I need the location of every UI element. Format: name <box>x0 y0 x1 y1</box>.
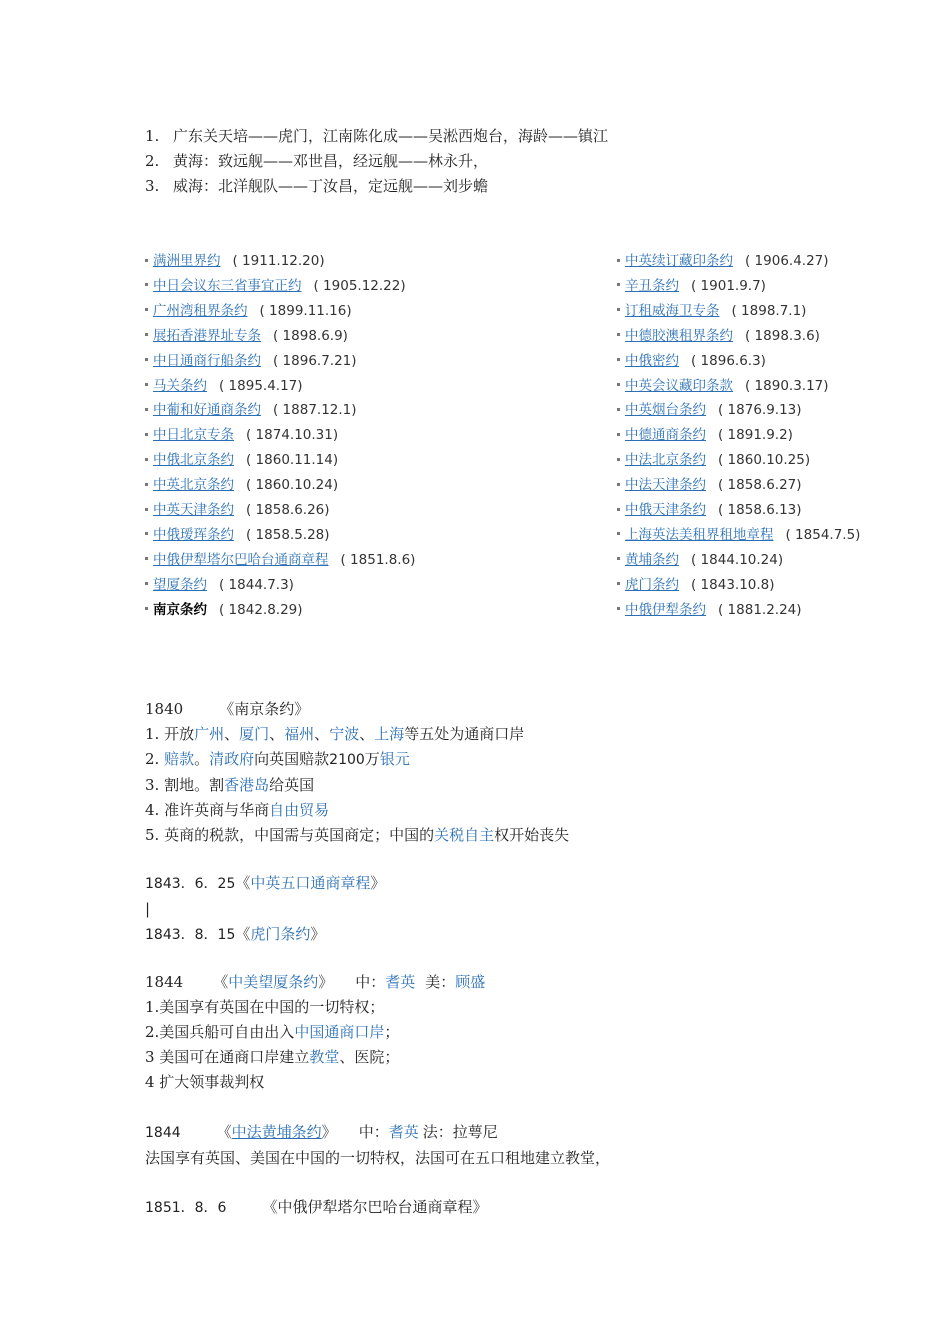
bullet-icon <box>617 308 620 311</box>
battle-item: 1. 广东关天培——虎门，江南陈化成——吴淞西炮台，海龄——镇江 <box>145 127 609 145</box>
city-link[interactable]: 厦门 <box>239 724 270 743</box>
treaty-item: 中德胶澳租界条约 ( 1898.3.6) <box>617 324 860 349</box>
wangxia-item-2: 2.美国兵船可自由出入中国通商口岸； <box>145 1022 400 1041</box>
bullet-icon <box>617 283 620 286</box>
keyword-link[interactable]: 香港岛 <box>224 775 270 794</box>
treaty-item: 订租威海卫专条 ( 1898.7.1) <box>617 299 860 324</box>
treaty-link[interactable]: 中俄瑷珲条约 <box>153 526 234 543</box>
huangpu-heading: 1844 《中法黄埔条约》 中：耆英 法：拉萼尼 <box>145 1123 498 1141</box>
bullet-icon <box>617 408 620 411</box>
keyword-link[interactable]: 中国通商口岸 <box>294 1022 385 1041</box>
treaty-link[interactable]: 中法黄埔条约 <box>231 1123 322 1141</box>
treaty-link[interactable]: 广州湾租界条约 <box>153 302 248 319</box>
wangxia-item-4: 4 扩大领事裁判权 <box>145 1072 265 1091</box>
treaty-item: 望厦条约 ( 1844.7.3) <box>145 573 415 598</box>
battle-item: 3. 威海：北洋舰队——丁汝昌，定远舰——刘步蟾 <box>145 177 489 195</box>
treaty-link[interactable]: 上海英法美租界租地章程 <box>625 526 774 543</box>
treaty-link[interactable]: 中美望厦条约 <box>228 973 319 991</box>
treaty-item: 中俄天津条约 ( 1858.6.13) <box>617 498 860 523</box>
bullet-icon <box>617 383 620 386</box>
treaty-item: 中法北京条约 ( 1860.10.25) <box>617 448 860 473</box>
bullet-icon <box>145 383 148 386</box>
treaty-link[interactable]: 中英北京条约 <box>153 477 234 494</box>
huangpu-desc: 法国享有英国、美国在中国的一切特权，法国可在五口租地建立教堂， <box>145 1148 611 1167</box>
bullet-icon <box>145 607 148 610</box>
treaty-item: 中葡和好通商条约 ( 1887.12.1) <box>145 398 415 423</box>
treaty-item: 上海英法美租界租地章程 ( 1854.7.5) <box>617 523 860 548</box>
nanjing-heading: 1840 《南京条约》 <box>145 700 310 718</box>
huangpu-section <box>145 1120 610 1171</box>
bullet-icon <box>617 333 620 336</box>
yili-heading: 1851．8．6 《中俄伊犁塔尔巴哈台通商章程》 <box>145 1198 488 1216</box>
treaty-item: 中英会议藏印条款 ( 1890.3.17) <box>617 374 860 399</box>
bullet-icon <box>145 582 148 585</box>
treaty-item: 广州湾租界条约 ( 1899.11.16) <box>145 299 415 324</box>
keyword-link[interactable]: 赔款 <box>164 749 195 768</box>
treaty-link[interactable]: 中德胶澳租界条约 <box>625 327 733 344</box>
wangxia-item-3: 3 美国可在通商口岸建立教堂、医院； <box>145 1047 400 1066</box>
bullet-icon <box>617 508 620 511</box>
treaty-item: 中法天津条约 ( 1858.6.27) <box>617 473 860 498</box>
treaty-link[interactable]: 展拓香港界址专条 <box>153 327 261 344</box>
city-link[interactable]: 宁波 <box>329 724 360 743</box>
keyword-link[interactable]: 关税自主 <box>434 825 495 844</box>
treaty-item: 中英北京条约 ( 1860.10.24) <box>145 473 415 498</box>
treaty-link[interactable]: 中俄北京条约 <box>153 452 234 469</box>
treaty-link[interactable]: 中德通商条约 <box>625 427 706 444</box>
person-link[interactable]: 顾盛 <box>455 973 486 991</box>
bullet-icon <box>145 557 148 560</box>
bullet-icon <box>617 483 620 486</box>
treaty-link[interactable]: 中法天津条约 <box>625 477 706 494</box>
treaty-link[interactable]: 满洲里界约 <box>153 253 221 269</box>
treaty-link[interactable]: 中俄密约 <box>625 352 679 369</box>
bullet-icon <box>145 433 148 436</box>
treaty-link[interactable]: 中日北京专条 <box>153 427 234 444</box>
keyword-link[interactable]: 自由贸易 <box>269 800 330 819</box>
keyword-link[interactable]: 银元 <box>379 749 410 768</box>
nanjing-item-4: 4. 准许英商与华商自由贸易 <box>145 800 330 819</box>
nanjing-item-3: 3. 割地。割香港岛给英国 <box>145 775 315 794</box>
treaty-link[interactable]: 中日通商行船条约 <box>153 352 261 369</box>
treaty-link[interactable]: 中英会议藏印条款 <box>625 377 733 394</box>
bullet-icon <box>145 508 148 511</box>
treaty-link[interactable]: 中英天津条约 <box>153 502 234 519</box>
bullet-icon <box>617 557 620 560</box>
battle-item: 2. 黄海：致远舰——邓世昌，经远舰——林永升， <box>145 152 489 170</box>
treaty-link[interactable]: 中英续订藏印条约 <box>625 253 733 269</box>
bullet-icon <box>617 607 620 610</box>
treaty-link[interactable]: 中俄伊犁条约 <box>625 601 706 618</box>
treaty-link[interactable]: 订租威海卫专条 <box>625 302 720 319</box>
nanjing-section <box>145 697 569 847</box>
treaty-item: 中俄北京条约 ( 1860.11.14) <box>145 448 415 473</box>
treaty-link[interactable]: 中俄天津条约 <box>625 502 706 519</box>
treaty-item: 展拓香港界址专条 ( 1898.6.9) <box>145 324 415 349</box>
treaty-link[interactable]: 虎门条约 <box>250 924 311 943</box>
bullet-icon <box>145 408 148 411</box>
treaty-link[interactable]: 中俄伊犁塔尔巴哈台通商章程 <box>153 551 329 568</box>
wukou-section <box>145 871 385 948</box>
treaty-link[interactable]: 中葡和好通商条约 <box>153 402 261 419</box>
treaty-item: 中英续订藏印条约 ( 1906.4.27) <box>617 249 860 274</box>
treaty-link[interactable]: 中日会议东三省事宜正约 <box>153 277 302 294</box>
bullet-icon <box>145 483 148 486</box>
treaty-link[interactable]: 马关条约 <box>153 377 207 394</box>
treaty-item: 中俄瑷珲条约 ( 1858.5.28) <box>145 523 415 548</box>
treaty-item: 中英天津条约 ( 1858.6.26) <box>145 498 415 523</box>
treaty-item: 马关条约 ( 1895.4.17) <box>145 374 415 399</box>
humen-line: 1843．8．15《虎门条约》 <box>145 924 326 943</box>
city-link[interactable]: 福州 <box>284 724 315 743</box>
yili-section <box>145 1195 487 1221</box>
bullet-icon <box>145 333 148 336</box>
treaty-item: 满洲里界约 ( 1911.12.20) <box>145 249 415 274</box>
city-link[interactable]: 广州 <box>194 724 225 743</box>
wangxia-item-1: 1.美国享有英国在中国的一切特权； <box>145 997 385 1016</box>
bullet-icon <box>617 582 620 585</box>
nanjing-item-1: 1. 开放广州、厦门、福州、宁波、上海等五处为通商口岸 <box>145 724 525 743</box>
treaty-link[interactable]: 中法北京条约 <box>625 452 706 469</box>
treaty-item: 中俄密约 ( 1896.6.3) <box>617 349 860 374</box>
treaty-current: 南京条约 <box>153 601 207 618</box>
battle-list <box>145 124 608 199</box>
person-link[interactable]: 耆英 <box>388 1123 419 1141</box>
treaty-link[interactable]: 虎门条约 <box>625 576 679 593</box>
nanjing-item-2: 2. 赔款。清政府向英国赔款2100万银元 <box>145 749 410 768</box>
treaty-link[interactable]: 中英五口通商章程 <box>250 874 371 892</box>
text-cursor: | <box>145 899 151 918</box>
treaty-link[interactable]: 中英烟台条约 <box>625 402 706 419</box>
treaty-item: 中德通商条约 ( 1891.9.2) <box>617 423 860 448</box>
bullet-icon <box>617 259 620 262</box>
bullet-icon <box>145 532 148 535</box>
bullet-icon <box>145 458 148 461</box>
bullet-icon <box>617 358 620 361</box>
treaty-item: 中英烟台条约 ( 1876.9.13) <box>617 398 860 423</box>
wukou-line: 1843．6．25《中英五口通商章程》 <box>145 874 386 892</box>
treaty-item: 中俄伊犁条约 ( 1881.2.24) <box>617 598 860 623</box>
wangxia-heading: 1844 《中美望厦条约》 中：耆英 美：顾盛 <box>145 973 486 991</box>
treaty-item: 中日北京专条 ( 1874.10.31) <box>145 423 415 448</box>
treaty-item: 虎门条约 ( 1843.10.8) <box>617 573 860 598</box>
wangxia-section <box>145 970 485 1095</box>
city-link[interactable]: 上海 <box>374 724 405 743</box>
treaty-item: 辛丑条约 ( 1901.9.7) <box>617 274 860 299</box>
bullet-icon <box>145 259 148 262</box>
bullet-icon <box>145 358 148 361</box>
treaty-list-left <box>145 249 415 623</box>
treaty-item: 中俄伊犁塔尔巴哈台通商章程 ( 1851.8.6) <box>145 548 415 573</box>
person-link[interactable]: 耆英 <box>385 973 416 991</box>
bullet-icon <box>617 532 620 535</box>
treaty-list-right <box>617 249 860 623</box>
treaty-link[interactable]: 辛丑条约 <box>625 277 679 294</box>
treaty-item: 中日会议东三省事宜正约 ( 1905.12.22) <box>145 274 415 299</box>
treaty-link[interactable]: 黄埔条约 <box>625 551 679 568</box>
nanjing-item-5: 5. 英商的税款，中国需与英国商定；中国的关税自主权开始丧失 <box>145 825 570 844</box>
keyword-link[interactable]: 清政府 <box>209 749 255 768</box>
bullet-icon <box>617 458 620 461</box>
treaty-item: 黄埔条约 ( 1844.10.24) <box>617 548 860 573</box>
keyword-link[interactable]: 教堂 <box>309 1047 340 1066</box>
bullet-icon <box>145 308 148 311</box>
treaty-link[interactable]: 望厦条约 <box>153 576 207 593</box>
bullet-icon <box>145 283 148 286</box>
bullet-icon <box>617 433 620 436</box>
treaty-item: 中日通商行船条约 ( 1896.7.21) <box>145 349 415 374</box>
treaty-item: 南京条约 ( 1842.8.29) <box>145 598 415 623</box>
